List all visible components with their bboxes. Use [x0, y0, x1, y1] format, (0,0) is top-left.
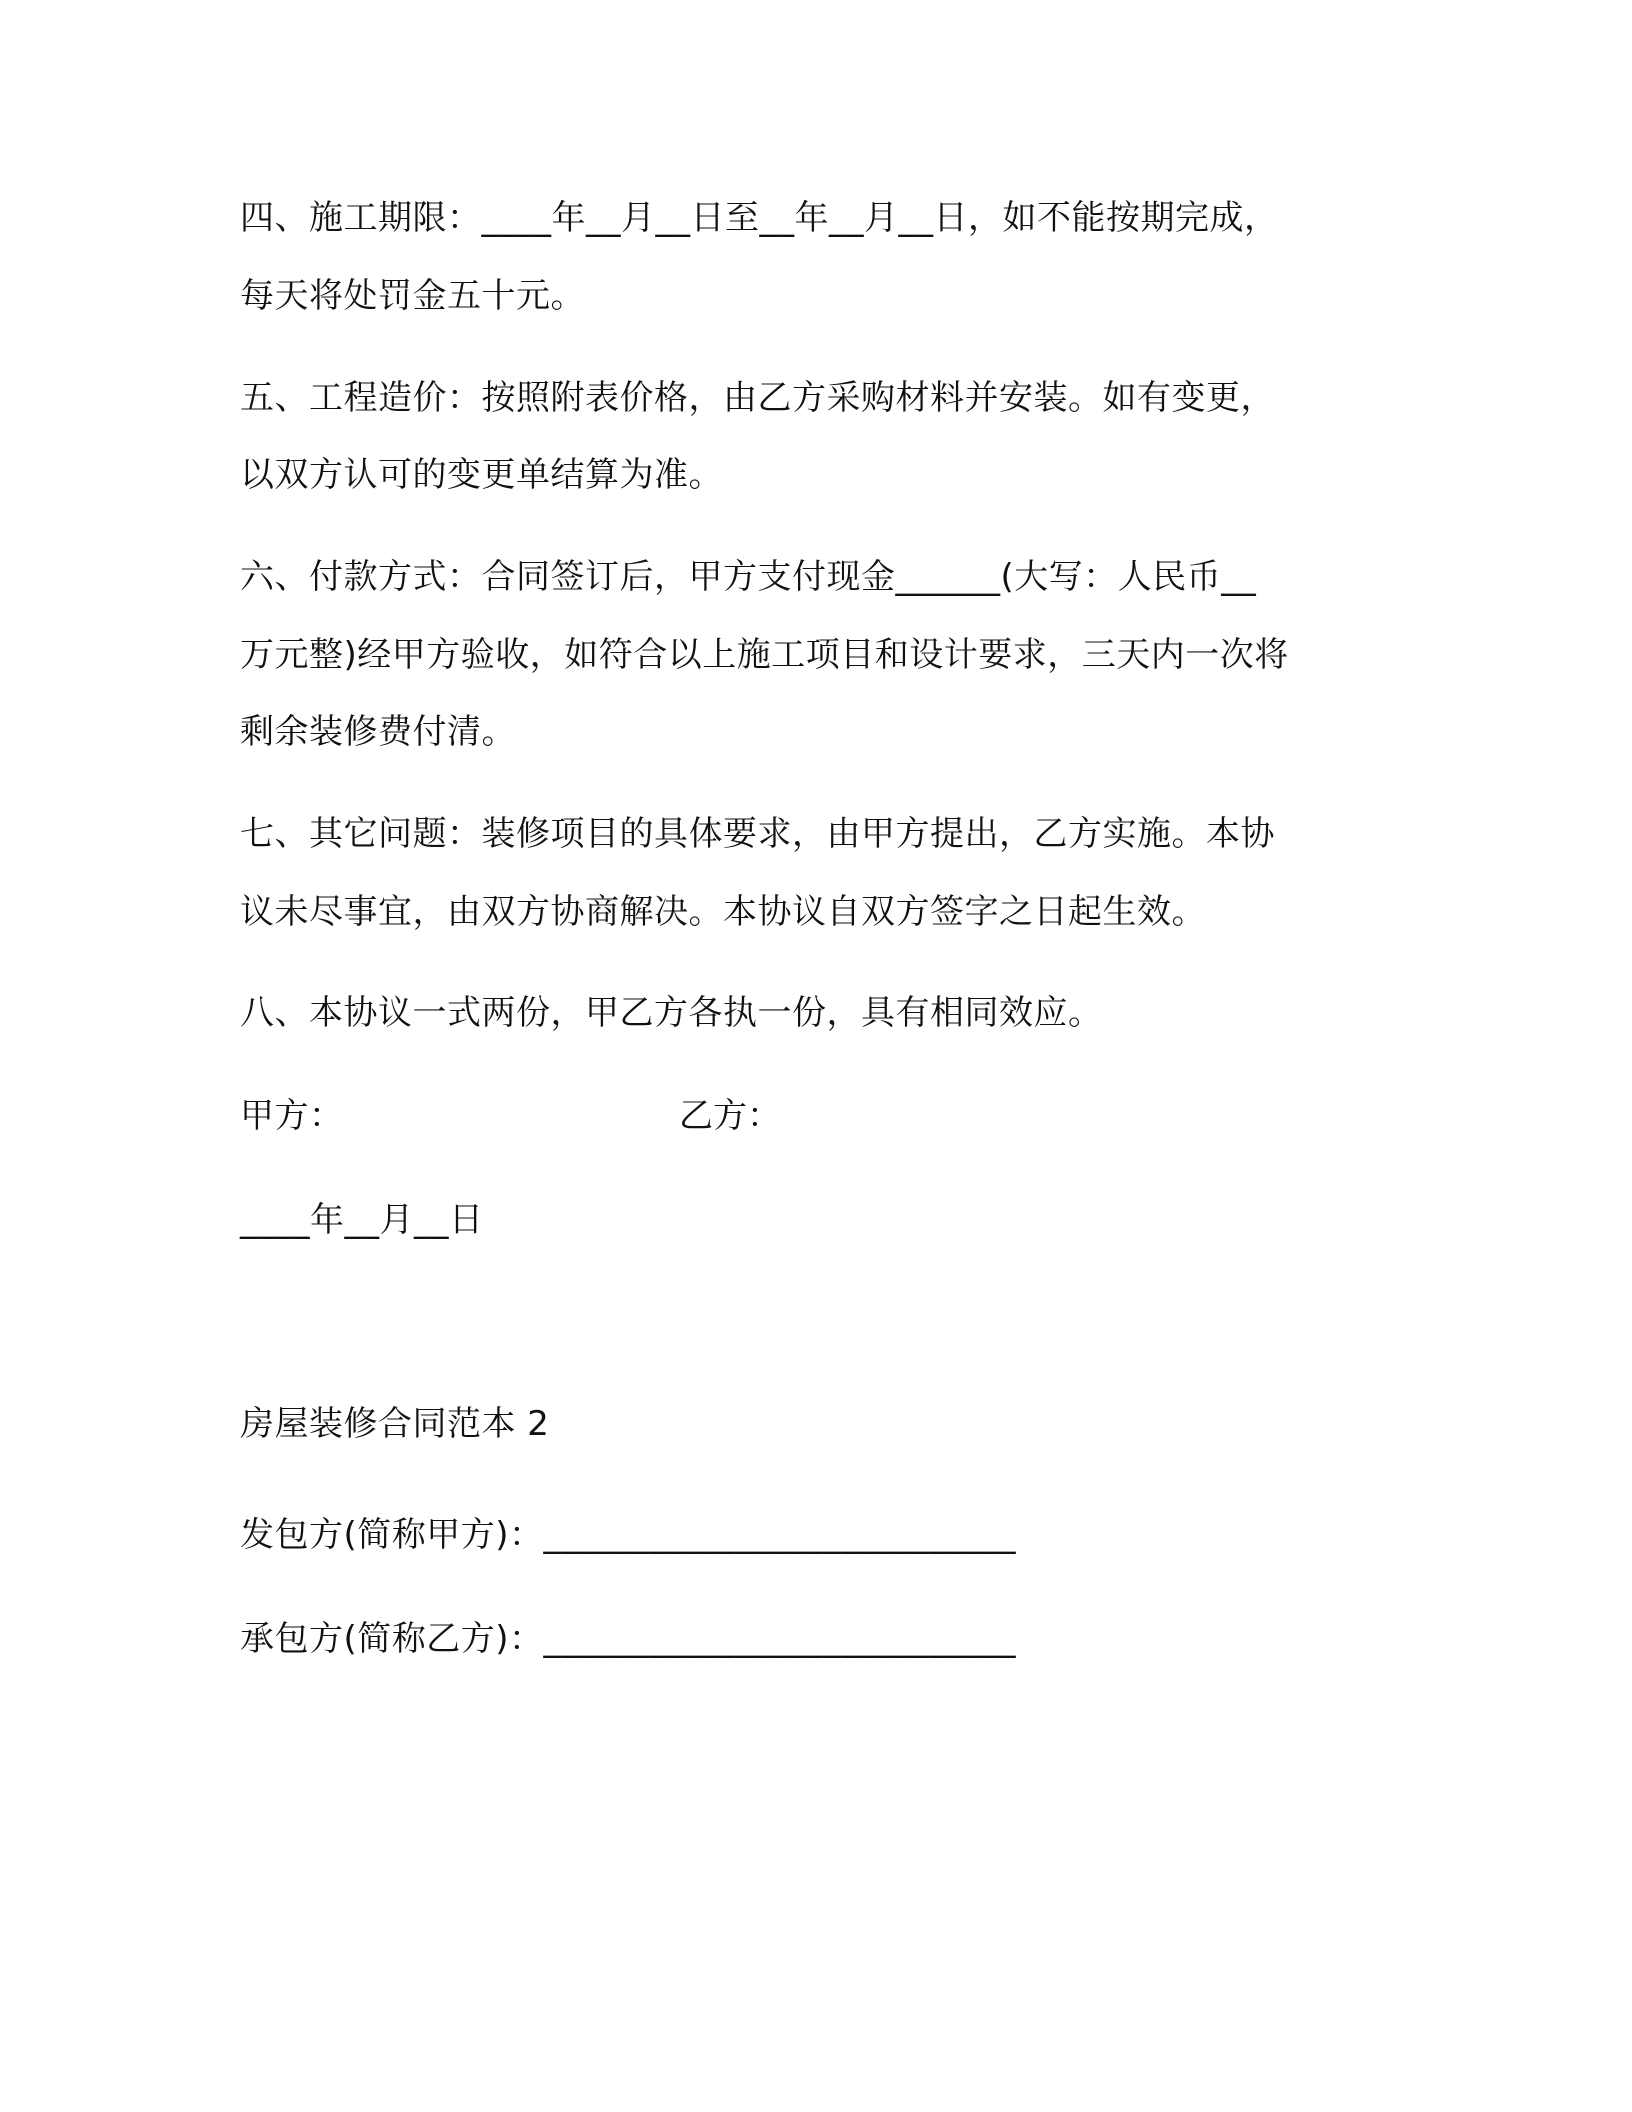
clause-8-line-1: 八、本协议一式两份，甲乙方各执一份，具有相同效应。 — [240, 993, 1103, 1033]
clause-4-line-2: 每天将处罚金五十元。 — [240, 276, 585, 316]
contract-2-title: 房屋装修合同范本 2 — [240, 1404, 550, 1444]
clause-5-line-1: 五、工程造价：按照附表价格，由乙方采购材料并安装。如有变更， — [240, 378, 1275, 418]
clause-5-line-2: 以双方认可的变更单结算为准。 — [240, 455, 723, 495]
clause-6-line-3: 剩余装修费付清。 — [240, 712, 516, 752]
clause-4-line-1: 四、施工期限：____年__月__日至__年__月__日，如不能按期完成， — [240, 198, 1279, 238]
contractor-field: 承包方(简称乙方)：___________________________ — [240, 1619, 1017, 1659]
party-a-signature-label: 甲方： — [240, 1096, 344, 1136]
clause-6-line-1: 六、付款方式：合同签订后，甲方支付现金______(大写：人民币__ — [240, 557, 1257, 597]
clause-7-line-2: 议未尽事宜，由双方协商解决。本协议自双方签字之日起生效。 — [240, 892, 1206, 932]
signature-date: ____年__月__日 — [240, 1200, 484, 1240]
employer-field: 发包方(简称甲方)：___________________________ — [240, 1515, 1017, 1555]
party-b-signature-label: 乙方： — [679, 1096, 781, 1136]
clause-7-line-1: 七、其它问题：装修项目的具体要求，由甲方提出，乙方实施。本协 — [240, 814, 1275, 854]
clause-6-line-2: 万元整)经甲方验收，如符合以上施工项目和设计要求，三天内一次将 — [240, 635, 1289, 675]
